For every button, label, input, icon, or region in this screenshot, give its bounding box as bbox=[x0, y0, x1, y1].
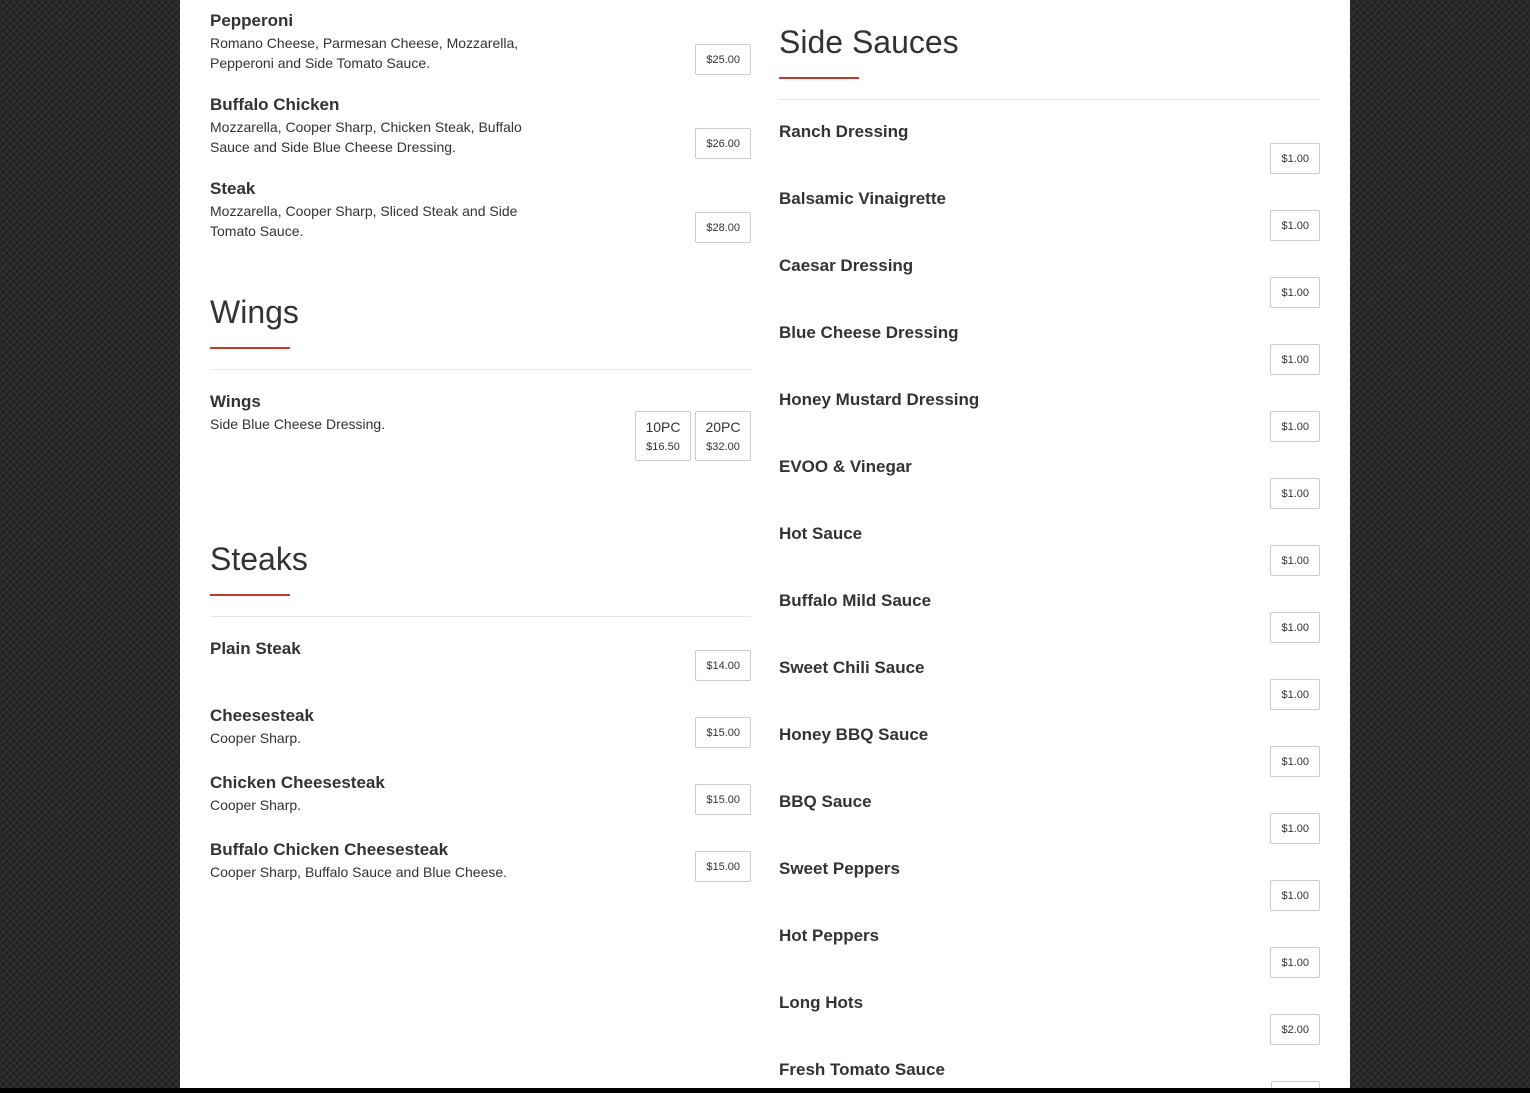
price-button[interactable]: $15.00 bbox=[695, 784, 751, 815]
price-option-10pc[interactable] bbox=[635, 411, 691, 461]
menu-item bbox=[210, 94, 751, 168]
item-name: EVOO & Vinegar bbox=[779, 457, 912, 476]
menu-item bbox=[779, 858, 1320, 925]
section-divider bbox=[210, 616, 751, 617]
item-description: Romano Cheese, Parmesan Cheese, Mozzarella, Pepperoni and Side Tomato Sauce. bbox=[210, 35, 519, 71]
option-label: 10PC bbox=[645, 419, 681, 435]
section-divider bbox=[779, 99, 1320, 100]
menu-item bbox=[210, 638, 751, 705]
item-name: Sweet Peppers bbox=[779, 859, 900, 878]
price-button[interactable]: $15.00 bbox=[695, 851, 751, 882]
price-button[interactable]: $1.00 bbox=[1270, 344, 1320, 375]
item-name: Plain Steak bbox=[210, 639, 301, 658]
price-button[interactable]: $1.00 bbox=[1270, 813, 1320, 844]
item-description: Cooper Sharp. bbox=[210, 797, 302, 813]
menu-item bbox=[210, 772, 751, 839]
price-button[interactable]: $1.00 bbox=[1270, 210, 1320, 241]
menu-item bbox=[779, 1059, 1320, 1088]
menu-page bbox=[180, 0, 1350, 1088]
menu-item bbox=[779, 389, 1320, 456]
price-button[interactable]: $1.00 bbox=[1270, 947, 1320, 978]
sauce-list bbox=[779, 121, 1320, 1088]
price-button[interactable]: $25.00 bbox=[695, 44, 751, 75]
bottom-bar bbox=[0, 1088, 1530, 1093]
price-button[interactable]: $28.00 bbox=[695, 212, 751, 243]
menu-item bbox=[779, 456, 1320, 523]
price-option-20pc[interactable] bbox=[695, 411, 751, 461]
option-label: 20PC bbox=[705, 419, 741, 435]
item-description: Cooper Sharp, Buffalo Sauce and Blue Cheese. bbox=[210, 864, 508, 880]
menu-item bbox=[779, 724, 1320, 791]
item-name: Fresh Tomato Sauce bbox=[779, 1060, 945, 1079]
item-name: Steak bbox=[210, 179, 256, 198]
menu-item bbox=[210, 391, 751, 491]
menu-item bbox=[779, 188, 1320, 255]
price-button[interactable]: $1.00 bbox=[1270, 143, 1320, 174]
section-title: Wings bbox=[210, 294, 299, 330]
item-name: Caesar Dressing bbox=[779, 256, 914, 275]
menu-item bbox=[779, 791, 1320, 858]
item-name: Honey Mustard Dressing bbox=[779, 390, 980, 409]
section-title: Steaks bbox=[210, 541, 308, 577]
option-price: $32.00 bbox=[706, 441, 740, 453]
price-button[interactable]: $15.00 bbox=[695, 717, 751, 748]
item-name: Ranch Dressing bbox=[779, 122, 909, 141]
item-name: Long Hots bbox=[779, 993, 864, 1012]
price-button[interactable]: $1.00 bbox=[1270, 478, 1320, 509]
item-name: Buffalo Chicken Cheesesteak bbox=[210, 840, 449, 859]
item-name: Hot Sauce bbox=[779, 524, 863, 543]
item-description: Mozzarella, Cooper Sharp, Sliced Steak and Side Tomato Sauce. bbox=[210, 203, 518, 239]
price-button[interactable]: $1.00 bbox=[1270, 411, 1320, 442]
wings-price-options bbox=[635, 411, 751, 461]
item-name: Blue Cheese Dressing bbox=[779, 323, 959, 342]
section-title: Side Sauces bbox=[779, 24, 959, 60]
section-divider bbox=[210, 369, 751, 370]
menu-item bbox=[779, 255, 1320, 322]
price-button[interactable]: $26.00 bbox=[695, 128, 751, 159]
title-underline bbox=[210, 594, 290, 596]
menu-item bbox=[210, 705, 751, 772]
steaks-section bbox=[210, 539, 751, 906]
price-button[interactable]: $1.00 bbox=[1270, 612, 1320, 643]
item-name: Buffalo Chicken bbox=[210, 95, 340, 114]
price-button[interactable]: $2.00 bbox=[1270, 1014, 1320, 1045]
item-description: Cooper Sharp. bbox=[210, 730, 302, 746]
item-name: Pepperoni bbox=[210, 11, 294, 30]
menu-item bbox=[210, 178, 751, 252]
price-button[interactable]: $1.00 bbox=[1270, 880, 1320, 911]
wings-section bbox=[210, 292, 751, 491]
title-underline bbox=[210, 347, 290, 349]
item-name: Wings bbox=[210, 392, 261, 411]
menu-item bbox=[779, 925, 1320, 992]
menu-item bbox=[210, 839, 751, 906]
price-button[interactable]: $1.00 bbox=[1270, 277, 1320, 308]
option-price: $16.50 bbox=[646, 441, 680, 453]
price-button[interactable]: $14.00 bbox=[695, 650, 751, 681]
item-name: Hot Peppers bbox=[779, 926, 880, 945]
price-button[interactable]: $1.00 bbox=[1270, 746, 1320, 777]
item-name: Sweet Chili Sauce bbox=[779, 658, 925, 677]
menu-item bbox=[779, 590, 1320, 657]
side-sauces-section bbox=[779, 22, 1320, 1088]
item-description: Side Blue Cheese Dressing. bbox=[210, 416, 386, 432]
menu-item bbox=[779, 322, 1320, 389]
item-name: Buffalo Mild Sauce bbox=[779, 591, 932, 610]
item-name: Honey BBQ Sauce bbox=[779, 725, 929, 744]
pizza-items bbox=[210, 0, 751, 252]
price-button[interactable]: $1.00 bbox=[1270, 679, 1320, 710]
price-button[interactable] bbox=[1271, 1081, 1320, 1088]
item-name: Chicken Cheesesteak bbox=[210, 773, 385, 792]
menu-item bbox=[210, 10, 751, 84]
item-name: Balsamic Vinaigrette bbox=[779, 189, 946, 208]
menu-item bbox=[779, 657, 1320, 724]
item-description: Mozzarella, Cooper Sharp, Chicken Steak, Buffalo Sauce and Side Blue Cheese Dressing. bbox=[210, 119, 522, 155]
price-button[interactable]: $1.00 bbox=[1270, 545, 1320, 576]
item-name: BBQ Sauce bbox=[779, 792, 872, 811]
menu-item bbox=[779, 121, 1320, 188]
title-underline bbox=[779, 77, 859, 79]
menu-item bbox=[779, 523, 1320, 590]
item-name: Cheesesteak bbox=[210, 706, 314, 725]
menu-item bbox=[779, 992, 1320, 1059]
